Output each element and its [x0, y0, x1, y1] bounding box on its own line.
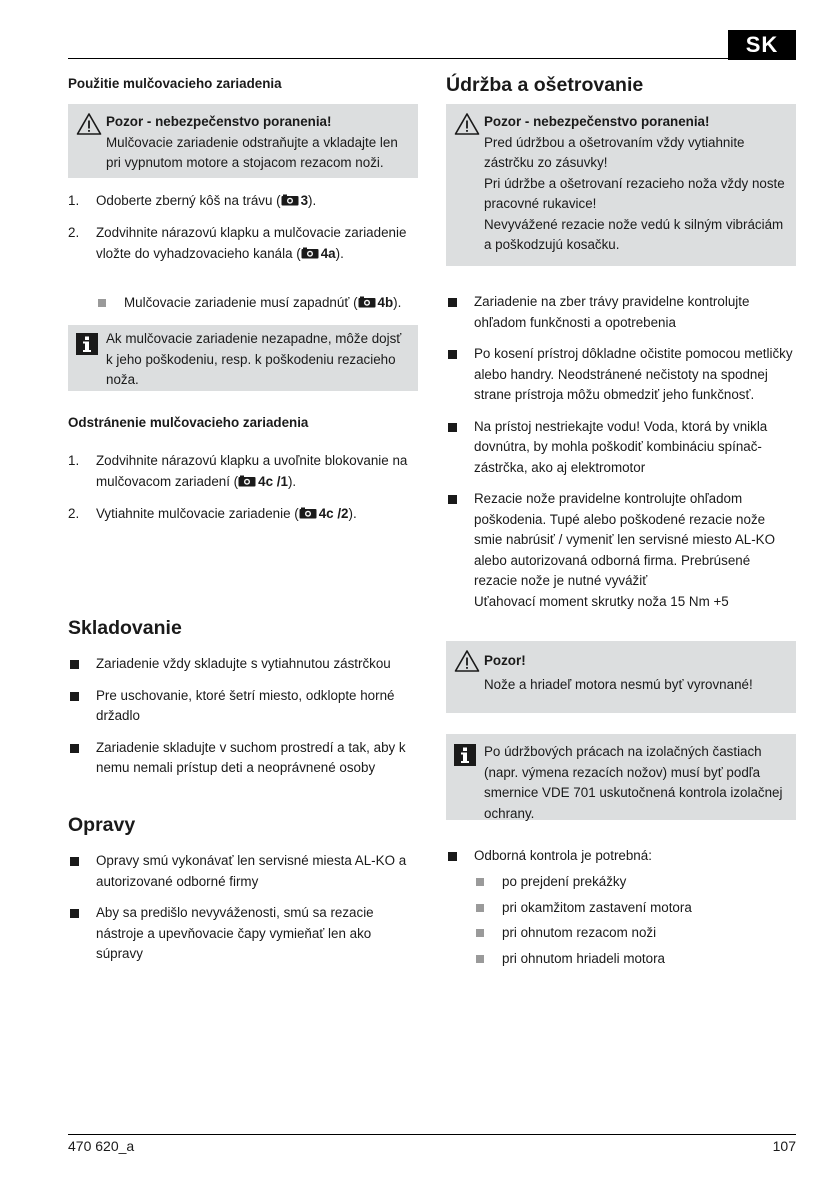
list-item: Rezacie nože pravidelne kontrolujte ohľadom poškodenia. Tupé alebo poškodené rezacie nože smie nabrúsiť / vymeniť len servisné miesto AL-KO alebo autorizovaná odborná firma. Prebrúsené rezacie nože je nutné vyvážiť Uťahovací moment skrutky noža 15 Nm +5: [446, 489, 796, 612]
mulch-info-box: [68, 325, 418, 391]
mulch-warning-box: [68, 104, 418, 178]
list-item: pri ohnutom hriadeli motora: [474, 949, 796, 970]
maintenance-warning-line: Nevyvážené rezacie nože vedú k silným vibráciám a poškodzujú kosačku.: [484, 216, 784, 252]
inspection-list: [446, 846, 796, 873]
maintenance-warning-title: Pozor - nebezpečenstvo poranenia!: [484, 114, 710, 129]
list-item: pri ohnutom rezacom noži: [474, 923, 796, 944]
language-tab: SK: [728, 30, 796, 60]
camera-icon: [238, 475, 256, 487]
list-item: pri okamžitom zastavení motora: [474, 898, 796, 919]
list-item: Mulčovacie zariadenie musí zapadnúť ( 4b).: [96, 293, 418, 314]
mulch-use-steps: [68, 190, 418, 275]
inspection-sub-list: [474, 872, 796, 974]
caution-box: [446, 641, 796, 713]
document-number: 470 620_a: [68, 1138, 135, 1154]
camera-icon: [301, 247, 319, 259]
list-item: Zariadenie na zber trávy pravidelne kontrolujte ohľadom funkčnosti a opotrebenia: [446, 292, 796, 333]
mulch-warning-title: Pozor - nebezpečenstvo poranenia!: [106, 114, 332, 129]
list-item: 1. Zodvihnite nárazovú klapku a uvoľnite blokovanie na mulčovacom zariadení ( 4c /1).: [68, 453, 408, 489]
list-item: 2. Vytiahnite mulčovacie zariadenie ( 4c /2).: [68, 506, 357, 521]
repairs-heading: Opravy: [68, 814, 136, 836]
mulch-info-text: Ak mulčovacie zariadenie nezapadne, môže dojsť k jeho poškodeniu, resp. k poškodeniu rezacieho noža.: [106, 331, 402, 387]
torque-text: Uťahovací moment skrutky noža 15 Nm +5: [474, 593, 729, 609]
info-icon: [454, 742, 484, 812]
storage-heading: Skladovanie: [68, 617, 182, 639]
camera-icon: [281, 194, 299, 206]
storage-list: [68, 654, 418, 790]
warning-icon: [76, 112, 106, 170]
list-item: Zariadenie skladujte v suchom prostredí a tak, aby k nemu nemali prístup deti a neoprávnené osoby: [68, 738, 418, 779]
list-item: Odborná kontrola je potrebná:: [446, 846, 796, 867]
list-item: Aby sa predišlo nevyváženosti, smú sa rezacie nástroje a upevňovacie čapy vymieňať len ako súpravy: [68, 903, 418, 965]
warning-icon: [454, 112, 484, 258]
caution-text: Nože a hriadeľ motora nesmú byť vyrovnané!: [484, 677, 753, 692]
maintenance-info-box: [446, 734, 796, 820]
list-item: Pre uschovanie, ktoré šetrí miesto, odklopte horné držadlo: [68, 686, 418, 727]
camera-icon: [358, 296, 376, 308]
info-icon: [76, 329, 106, 383]
maintenance-warning-line: Pri údržbe a ošetrovaní rezacieho noža vždy noste pracovné rukavice!: [484, 175, 785, 211]
maintenance-heading: Údržba a ošetrovanie: [446, 74, 644, 96]
footer-rule: [68, 1134, 796, 1135]
maintenance-list: [446, 292, 796, 623]
mulch-use-heading: Použitie mulčovacieho zariadenia: [68, 76, 282, 91]
list-item: 1. Odoberte zberný kôš na trávu ( 3).: [68, 193, 317, 208]
maintenance-info-text: Po údržbových prácach na izolačných častiach (napr. výmena rezacích nožov) musí byť podľa smernice VDE 701 uskutočnená kontrola izolačnej ochrany.: [484, 744, 783, 821]
mulch-warning-text: Mulčovacie zariadenie odstraňujte a vkladajte len pri vypnutom motore a stojacom rezacom noži.: [106, 134, 398, 170]
mulch-remove-heading: Odstránenie mulčovacieho zariadenia: [68, 415, 309, 430]
page-number: 107: [772, 1138, 796, 1154]
mulch-remove-steps: [68, 450, 418, 535]
list-item: Na prístoj nestriekajte vodu! Voda, ktorá by vnikla dovnútra, by mohla poškodiť kombináciu spínač-zástrčka, ako aj elektromotor: [446, 417, 796, 479]
mulch-sub-bullet: [96, 293, 418, 319]
list-item: Opravy smú vykonávať len servisné miesta AL-KO a autorizované odborné firmy: [68, 851, 418, 892]
header-rule: [68, 58, 728, 59]
maintenance-warning-line: Pred údržbou a ošetrovaním vždy vytiahnite zástrčku zo zásuvky!: [484, 134, 745, 170]
list-item: po prejdení prekážky: [474, 872, 796, 893]
list-item: Zariadenie vždy skladujte s vytiahnutou zástrčkou: [68, 654, 418, 675]
maintenance-warning-box: [446, 104, 796, 266]
warning-icon: [454, 649, 484, 705]
caution-title: Pozor!: [484, 653, 526, 668]
repairs-list: [68, 851, 418, 976]
list-item: Po kosení prístroj dôkladne očistite pomocou metličky alebo handry. Neodstránené nečistoty na spodnej strane prístroja môžu obmedziť jeho funkčnosť.: [446, 344, 796, 406]
list-item: 2. Zodvihnite nárazovú klapku a mulčovacie zariadenie vložte do vyhadzovacieho kanála ( 4a).: [68, 225, 407, 261]
camera-icon: [299, 507, 317, 519]
